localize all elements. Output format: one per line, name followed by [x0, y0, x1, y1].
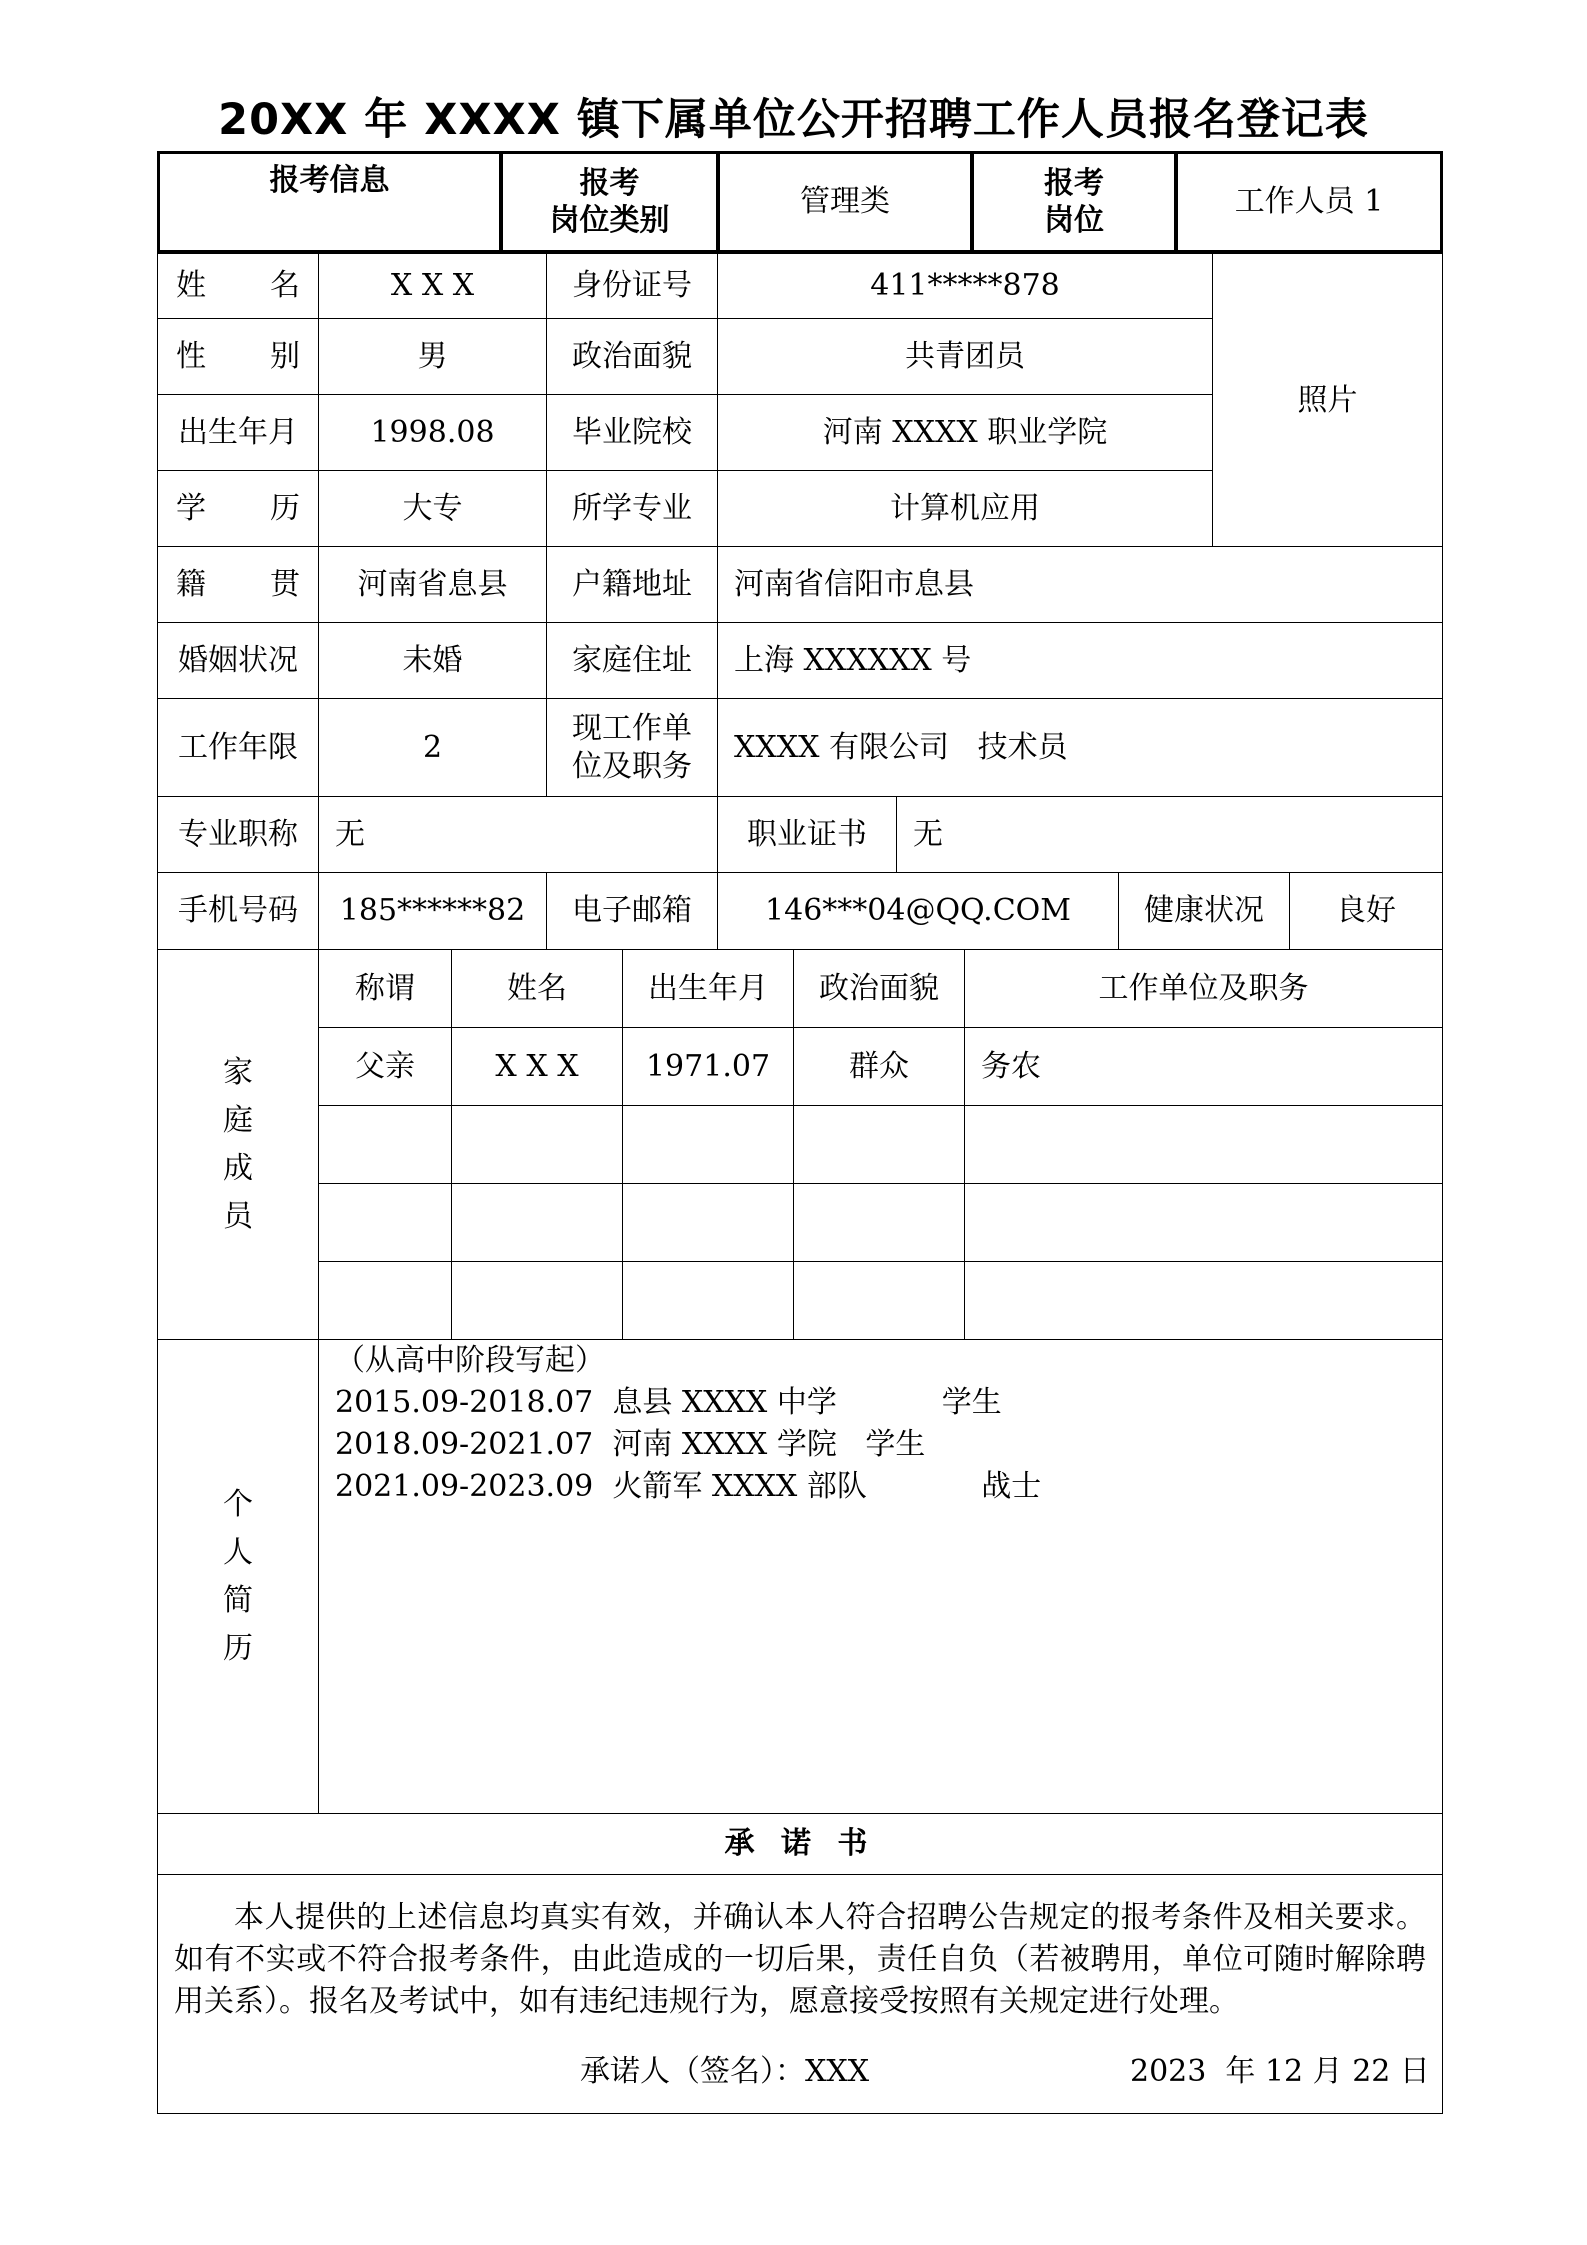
- email-value: 146***04@QQ.COM: [717, 872, 1119, 950]
- political-value: 共青团员: [717, 318, 1213, 395]
- school-value: 河南 XXXX 职业学院: [717, 394, 1213, 471]
- gender-value: 男: [318, 318, 547, 395]
- cert-value: 无: [896, 796, 1443, 873]
- id-label: 身份证号: [546, 253, 718, 319]
- table-row: [451, 1183, 623, 1262]
- header-post-label: 报考 岗位: [971, 151, 1177, 253]
- family-label: 家 庭 成 员: [157, 949, 319, 1340]
- years-label: 工作年限: [157, 698, 319, 797]
- header-category-value: 管理类: [717, 151, 973, 253]
- table-row: [964, 1105, 1443, 1184]
- home-label: 家庭住址: [546, 622, 718, 699]
- edu-value: 大专: [318, 470, 547, 547]
- family-header-political: 政治面貌: [793, 949, 965, 1028]
- marital-label: 婚姻状况: [157, 622, 319, 699]
- table-row: [318, 1261, 452, 1340]
- years-value: 2: [318, 698, 547, 797]
- table-row: [451, 1105, 623, 1184]
- table-row: [622, 1105, 794, 1184]
- table-row: [964, 1183, 1443, 1262]
- photo-box: 照片: [1212, 253, 1443, 547]
- health-label: 健康状况: [1118, 872, 1290, 950]
- promise-title: 承 诺 书: [157, 1813, 1443, 1875]
- phone-value: 185******82: [318, 872, 547, 950]
- resume-line: （从高中阶段写起）: [335, 1343, 605, 1378]
- title-label: 专业职称: [157, 796, 319, 873]
- table-row: 1971.07: [622, 1027, 794, 1106]
- gender-label: 性 别: [157, 318, 319, 395]
- political-label: 政治面貌: [546, 318, 718, 395]
- family-header-employer: 工作单位及职务: [964, 949, 1443, 1028]
- table-row: [622, 1261, 794, 1340]
- header-post-value: 工作人员 1: [1175, 151, 1443, 253]
- email-label: 电子邮箱: [546, 872, 718, 950]
- phone-label: 手机号码: [157, 872, 319, 950]
- table-row: 父亲: [318, 1027, 452, 1106]
- employer-label: 现工作单 位及职务: [546, 698, 718, 797]
- title-value: 无: [318, 796, 718, 873]
- header-info-label: 报考信息: [157, 151, 502, 253]
- major-value: 计算机应用: [717, 470, 1213, 547]
- resume-line: 2015.09-2018.07 息县 XXXX 中学 学生: [335, 1385, 1002, 1420]
- family-header-relation: 称谓: [318, 949, 452, 1028]
- promise-text: 本人提供的上述信息均真实有效，并确认本人符合招聘公告规定的报考条件及相关要求。如有不实或不符合报考条件，由此造成的一切后果，责任自负（若被聘用，单位可随时解除聘用关系）。报名及考试中，如有违纪违规行为，愿意接受按照有关规定进行处理。: [174, 1900, 1426, 2019]
- family-header-name: 姓名: [451, 949, 623, 1028]
- id-value: 411*****878: [717, 253, 1213, 319]
- page-title: 20XX 年 XXXX 镇下属单位公开招聘工作人员报名登记表: [218, 95, 1369, 145]
- table-row: 务农: [964, 1027, 1443, 1106]
- birth-value: 1998.08: [318, 394, 547, 471]
- hukou-value: 河南省信阳市息县: [717, 546, 1443, 623]
- major-label: 所学专业: [546, 470, 718, 547]
- employer-value: XXXX 有限公司 技术员: [717, 698, 1443, 797]
- resume-label: 个 人 简 历: [157, 1339, 319, 1814]
- table-row: 群众: [793, 1027, 965, 1106]
- edu-label: 学 历: [157, 470, 319, 547]
- resume-content: [318, 1339, 1443, 1814]
- table-row: [793, 1261, 965, 1340]
- table-row: [622, 1183, 794, 1262]
- birth-label: 出生年月: [157, 394, 319, 471]
- promise-signer: 承诺人（签名）：XXX: [580, 2054, 870, 2089]
- promise-date: 2023 年 12 月 22 日: [1130, 2054, 1430, 2089]
- table-row: [318, 1105, 452, 1184]
- table-row: [318, 1183, 452, 1262]
- table-row: [964, 1261, 1443, 1340]
- name-value: X X X: [318, 253, 547, 319]
- school-label: 毕业院校: [546, 394, 718, 471]
- health-value: 良好: [1289, 872, 1443, 950]
- native-label: 籍 贯: [157, 546, 319, 623]
- family-header-birth: 出生年月: [622, 949, 794, 1028]
- resume-line: 2021.09-2023.09 火箭军 XXXX 部队 战士: [335, 1469, 1042, 1504]
- marital-value: 未婚: [318, 622, 547, 699]
- resume-line: 2018.09-2021.07 河南 XXXX 学院 学生: [335, 1427, 926, 1462]
- home-value: 上海 XXXXXX 号: [717, 622, 1443, 699]
- table-row: [451, 1261, 623, 1340]
- table-row: [793, 1183, 965, 1262]
- name-label: 姓 名: [157, 253, 319, 319]
- native-value: 河南省息县: [318, 546, 547, 623]
- hukou-label: 户籍地址: [546, 546, 718, 623]
- header-category-label: 报考 岗位类别: [500, 151, 719, 253]
- table-row: [793, 1105, 965, 1184]
- table-row: X X X: [451, 1027, 623, 1106]
- cert-label: 职业证书: [717, 796, 897, 873]
